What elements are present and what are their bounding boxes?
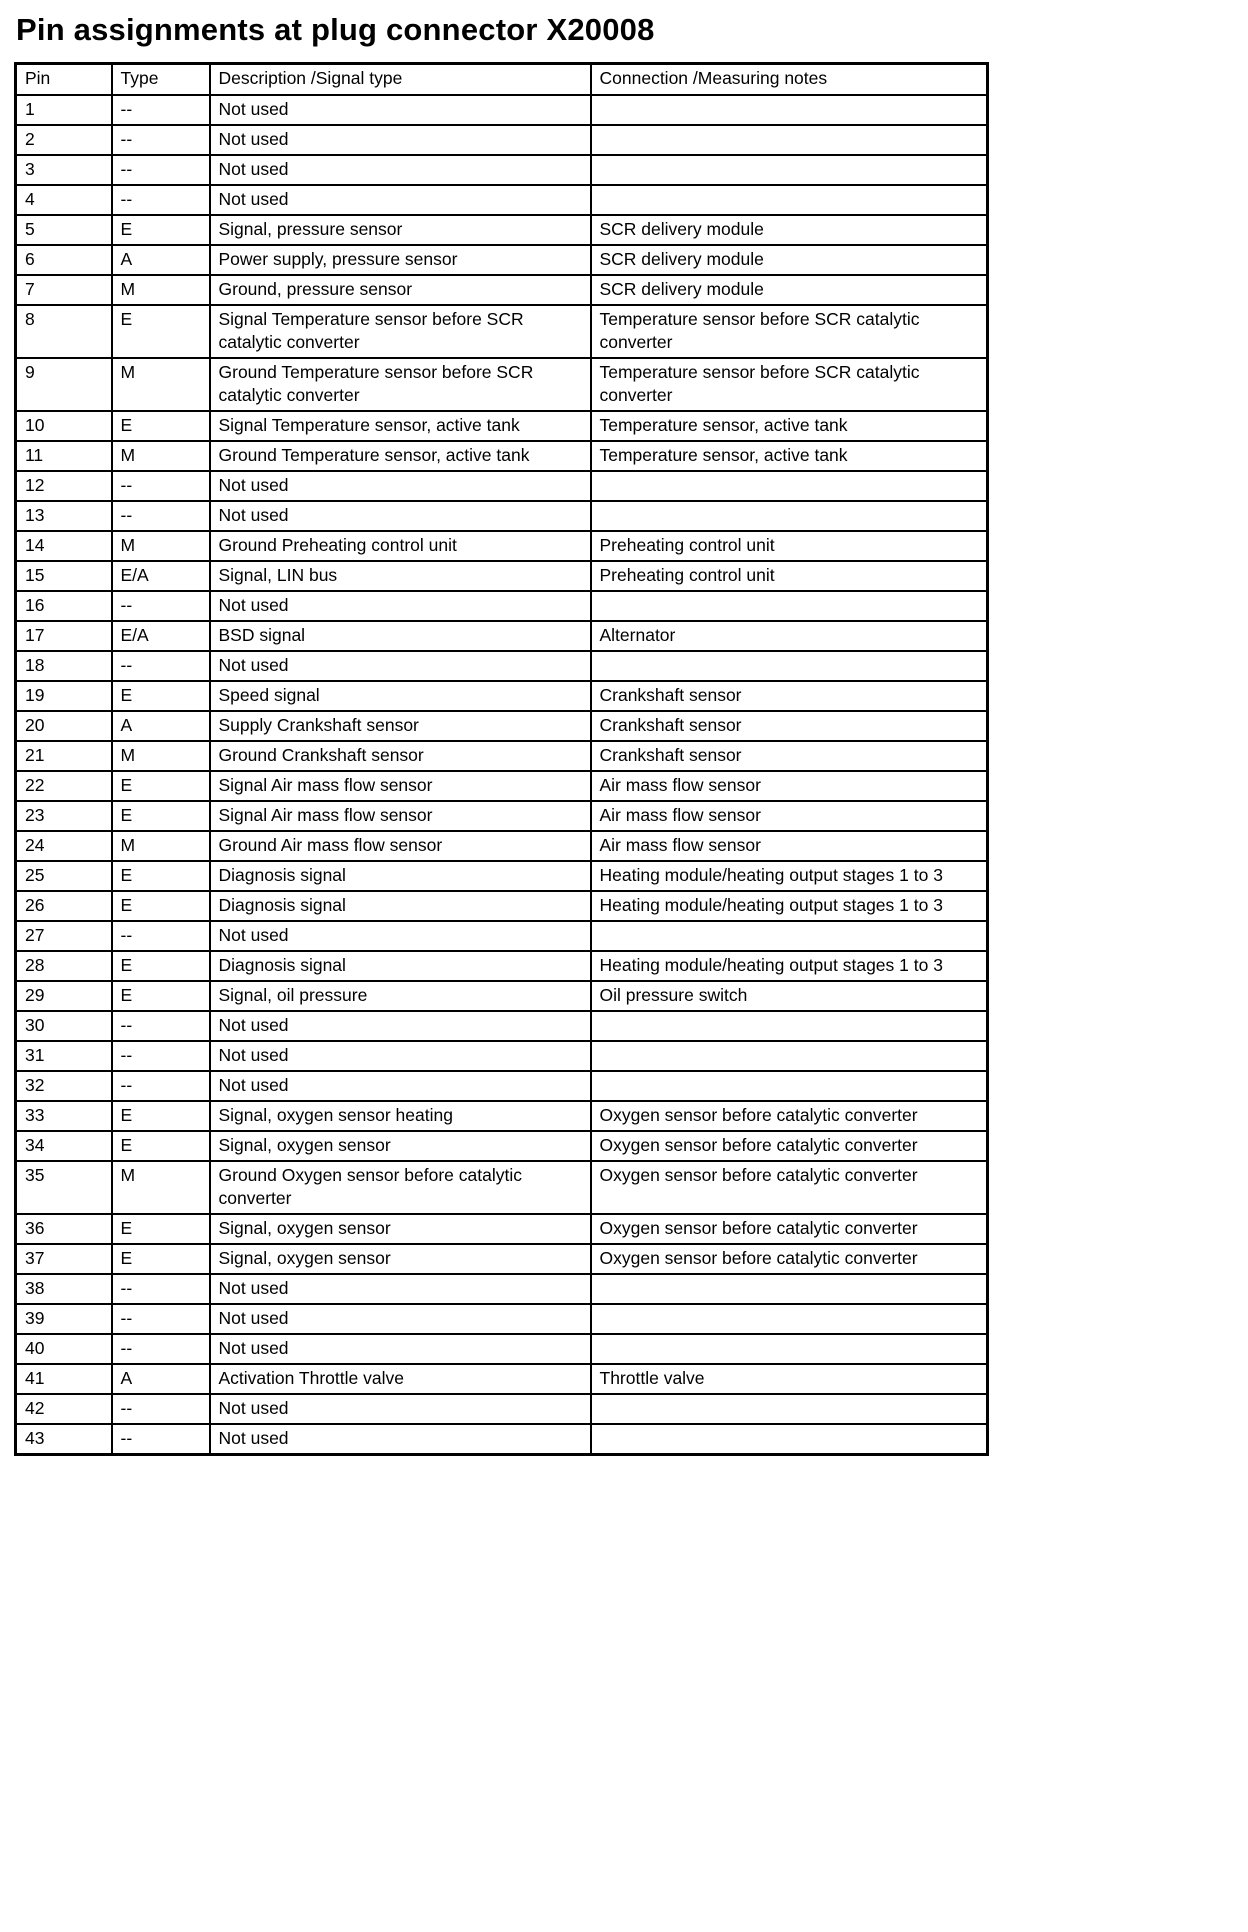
pin-cell: 15 xyxy=(16,561,112,591)
table-row xyxy=(16,1131,988,1161)
connection-cell: Crankshaft sensor xyxy=(591,741,988,771)
type-cell: -- xyxy=(112,1071,210,1101)
connection-cell: Temperature sensor, active tank xyxy=(591,411,988,441)
connection-cell xyxy=(591,1304,988,1334)
table-row xyxy=(16,561,988,591)
pin-assignment-table xyxy=(14,62,989,1456)
connection-cell xyxy=(591,1424,988,1455)
connection-cell: Temperature sensor before SCR catalytic converter xyxy=(591,305,988,358)
description-cell: Not used xyxy=(210,591,591,621)
description-cell: Signal, oxygen sensor xyxy=(210,1244,591,1274)
description-cell: Ground, pressure sensor xyxy=(210,275,591,305)
description-cell: Not used xyxy=(210,95,591,125)
connection-cell: Air mass flow sensor xyxy=(591,831,988,861)
type-cell: -- xyxy=(112,1274,210,1304)
table-row xyxy=(16,1041,988,1071)
type-cell: E/A xyxy=(112,561,210,591)
description-cell: Speed signal xyxy=(210,681,591,711)
connection-cell xyxy=(591,1394,988,1424)
pin-cell: 14 xyxy=(16,531,112,561)
table-row xyxy=(16,711,988,741)
description-cell: Signal, LIN bus xyxy=(210,561,591,591)
pin-cell: 32 xyxy=(16,1071,112,1101)
table-row xyxy=(16,501,988,531)
description-cell: Not used xyxy=(210,1041,591,1071)
type-cell: -- xyxy=(112,1011,210,1041)
description-cell: Ground Temperature sensor before SCR catalytic converter xyxy=(210,358,591,411)
pin-cell: 11 xyxy=(16,441,112,471)
table-row xyxy=(16,981,988,1011)
type-cell: -- xyxy=(112,501,210,531)
description-cell: Not used xyxy=(210,185,591,215)
type-cell: M xyxy=(112,831,210,861)
pin-cell: 25 xyxy=(16,861,112,891)
table-row xyxy=(16,441,988,471)
connection-cell: Preheating control unit xyxy=(591,531,988,561)
pin-cell: 22 xyxy=(16,771,112,801)
pin-cell: 34 xyxy=(16,1131,112,1161)
connection-cell xyxy=(591,185,988,215)
connection-cell: Oil pressure switch xyxy=(591,981,988,1011)
pin-cell: 8 xyxy=(16,305,112,358)
pin-cell: 38 xyxy=(16,1274,112,1304)
description-cell: Ground Crankshaft sensor xyxy=(210,741,591,771)
pin-cell: 28 xyxy=(16,951,112,981)
description-cell: Activation Throttle valve xyxy=(210,1364,591,1394)
pin-cell: 39 xyxy=(16,1304,112,1334)
table-row xyxy=(16,681,988,711)
type-cell: E xyxy=(112,411,210,441)
type-cell: -- xyxy=(112,155,210,185)
type-cell: M xyxy=(112,1161,210,1214)
connection-cell: Air mass flow sensor xyxy=(591,771,988,801)
connection-cell: Alternator xyxy=(591,621,988,651)
connection-cell: Crankshaft sensor xyxy=(591,711,988,741)
connection-cell: Temperature sensor, active tank xyxy=(591,441,988,471)
type-cell: -- xyxy=(112,591,210,621)
pin-cell: 18 xyxy=(16,651,112,681)
description-cell: Ground Preheating control unit xyxy=(210,531,591,561)
connection-cell xyxy=(591,1071,988,1101)
table-row xyxy=(16,185,988,215)
connection-cell: Preheating control unit xyxy=(591,561,988,591)
column-header-type: Type xyxy=(112,64,210,96)
pin-cell: 24 xyxy=(16,831,112,861)
connection-cell xyxy=(591,1041,988,1071)
pin-cell: 36 xyxy=(16,1214,112,1244)
connection-cell: SCR delivery module xyxy=(591,215,988,245)
type-cell: -- xyxy=(112,185,210,215)
pin-cell: 23 xyxy=(16,801,112,831)
pin-cell: 16 xyxy=(16,591,112,621)
table-header xyxy=(16,64,988,96)
description-cell: Not used xyxy=(210,471,591,501)
table-row xyxy=(16,1161,988,1214)
type-cell: E xyxy=(112,891,210,921)
pin-cell: 41 xyxy=(16,1364,112,1394)
connection-cell xyxy=(591,1011,988,1041)
table-row xyxy=(16,95,988,125)
connection-cell xyxy=(591,921,988,951)
type-cell: E xyxy=(112,1101,210,1131)
pin-cell: 4 xyxy=(16,185,112,215)
table-row xyxy=(16,741,988,771)
pin-cell: 21 xyxy=(16,741,112,771)
table-row xyxy=(16,1214,988,1244)
type-cell: E xyxy=(112,1131,210,1161)
description-cell: Not used xyxy=(210,155,591,185)
description-cell: Supply Crankshaft sensor xyxy=(210,711,591,741)
table-row xyxy=(16,1101,988,1131)
description-cell: Signal Air mass flow sensor xyxy=(210,801,591,831)
description-cell: Signal, oxygen sensor xyxy=(210,1214,591,1244)
pin-cell: 30 xyxy=(16,1011,112,1041)
type-cell: M xyxy=(112,741,210,771)
type-cell: E xyxy=(112,1214,210,1244)
description-cell: Signal, oxygen sensor heating xyxy=(210,1101,591,1131)
type-cell: E xyxy=(112,305,210,358)
table-row xyxy=(16,891,988,921)
connection-cell xyxy=(591,471,988,501)
pin-cell: 6 xyxy=(16,245,112,275)
description-cell: Not used xyxy=(210,1304,591,1334)
pin-cell: 26 xyxy=(16,891,112,921)
connection-cell: Heating module/heating output stages 1 to 3 xyxy=(591,891,988,921)
type-cell: -- xyxy=(112,471,210,501)
type-cell: -- xyxy=(112,1424,210,1455)
pin-cell: 12 xyxy=(16,471,112,501)
table-row xyxy=(16,861,988,891)
description-cell: Not used xyxy=(210,651,591,681)
table-row xyxy=(16,801,988,831)
type-cell: M xyxy=(112,531,210,561)
connection-cell: SCR delivery module xyxy=(591,245,988,275)
type-cell: -- xyxy=(112,1041,210,1071)
connection-cell xyxy=(591,155,988,185)
description-cell: Signal, oxygen sensor xyxy=(210,1131,591,1161)
pin-cell: 13 xyxy=(16,501,112,531)
type-cell: M xyxy=(112,275,210,305)
table-row xyxy=(16,1011,988,1041)
pin-cell: 37 xyxy=(16,1244,112,1274)
type-cell: E xyxy=(112,1244,210,1274)
description-cell: Not used xyxy=(210,501,591,531)
description-cell: Not used xyxy=(210,1071,591,1101)
connection-cell: Throttle valve xyxy=(591,1364,988,1394)
connection-cell: Heating module/heating output stages 1 to 3 xyxy=(591,951,988,981)
column-header-description: Description /Signal type xyxy=(210,64,591,96)
connection-cell xyxy=(591,591,988,621)
connection-cell xyxy=(591,95,988,125)
table-row xyxy=(16,531,988,561)
description-cell: Ground Air mass flow sensor xyxy=(210,831,591,861)
type-cell: E xyxy=(112,681,210,711)
connection-cell xyxy=(591,1274,988,1304)
type-cell: -- xyxy=(112,95,210,125)
connection-cell: Oxygen sensor before catalytic converter xyxy=(591,1101,988,1131)
connection-cell: Air mass flow sensor xyxy=(591,801,988,831)
connection-cell: SCR delivery module xyxy=(591,275,988,305)
pin-cell: 7 xyxy=(16,275,112,305)
column-header-connection: Connection /Measuring notes xyxy=(591,64,988,96)
table-header-row xyxy=(16,64,988,96)
pin-cell: 5 xyxy=(16,215,112,245)
pin-cell: 17 xyxy=(16,621,112,651)
description-cell: Not used xyxy=(210,1424,591,1455)
description-cell: Ground Oxygen sensor before catalytic converter xyxy=(210,1161,591,1214)
pin-cell: 42 xyxy=(16,1394,112,1424)
connection-cell xyxy=(591,651,988,681)
description-cell: Signal, pressure sensor xyxy=(210,215,591,245)
column-header-pin: Pin xyxy=(16,64,112,96)
description-cell: Not used xyxy=(210,1011,591,1041)
description-cell: Not used xyxy=(210,1394,591,1424)
connection-cell: Oxygen sensor before catalytic converter xyxy=(591,1161,988,1214)
connection-cell: Crankshaft sensor xyxy=(591,681,988,711)
connection-cell: Oxygen sensor before catalytic converter xyxy=(591,1131,988,1161)
type-cell: M xyxy=(112,441,210,471)
table-row xyxy=(16,1071,988,1101)
description-cell: Signal Temperature sensor before SCR catalytic converter xyxy=(210,305,591,358)
pin-cell: 27 xyxy=(16,921,112,951)
type-cell: M xyxy=(112,358,210,411)
type-cell: E xyxy=(112,801,210,831)
type-cell: -- xyxy=(112,651,210,681)
description-cell: BSD signal xyxy=(210,621,591,651)
table-row xyxy=(16,591,988,621)
type-cell: -- xyxy=(112,125,210,155)
table-row xyxy=(16,771,988,801)
table-row xyxy=(16,245,988,275)
description-cell: Diagnosis signal xyxy=(210,951,591,981)
page-title: Pin assignments at plug connector X20008 xyxy=(16,12,655,47)
table-row xyxy=(16,411,988,441)
description-cell: Not used xyxy=(210,1334,591,1364)
description-cell: Signal Temperature sensor, active tank xyxy=(210,411,591,441)
table-row xyxy=(16,1304,988,1334)
type-cell: -- xyxy=(112,1304,210,1334)
table-row xyxy=(16,215,988,245)
table-row xyxy=(16,1334,988,1364)
pin-cell: 43 xyxy=(16,1424,112,1455)
description-cell: Not used xyxy=(210,1274,591,1304)
description-cell: Diagnosis signal xyxy=(210,891,591,921)
type-cell: A xyxy=(112,1364,210,1394)
description-cell: Not used xyxy=(210,125,591,155)
connection-cell: Oxygen sensor before catalytic converter xyxy=(591,1244,988,1274)
pin-cell: 3 xyxy=(16,155,112,185)
type-cell: A xyxy=(112,711,210,741)
connection-cell xyxy=(591,1334,988,1364)
table-row xyxy=(16,1394,988,1424)
pin-cell: 2 xyxy=(16,125,112,155)
type-cell: E xyxy=(112,861,210,891)
table-row xyxy=(16,651,988,681)
pin-cell: 29 xyxy=(16,981,112,1011)
table-row xyxy=(16,305,988,358)
table-row xyxy=(16,1244,988,1274)
pin-cell: 1 xyxy=(16,95,112,125)
type-cell: A xyxy=(112,245,210,275)
table-row xyxy=(16,1424,988,1455)
description-cell: Diagnosis signal xyxy=(210,861,591,891)
description-cell: Signal, oil pressure xyxy=(210,981,591,1011)
pin-cell: 33 xyxy=(16,1101,112,1131)
connection-cell xyxy=(591,125,988,155)
table-row xyxy=(16,125,988,155)
table-row xyxy=(16,275,988,305)
connection-cell: Oxygen sensor before catalytic converter xyxy=(591,1214,988,1244)
type-cell: E xyxy=(112,981,210,1011)
type-cell: E xyxy=(112,215,210,245)
table-row xyxy=(16,1274,988,1304)
connection-cell: Temperature sensor before SCR catalytic converter xyxy=(591,358,988,411)
table-row xyxy=(16,621,988,651)
pin-cell: 35 xyxy=(16,1161,112,1214)
pin-table-body xyxy=(16,95,988,1455)
type-cell: E/A xyxy=(112,621,210,651)
table-row xyxy=(16,921,988,951)
type-cell: E xyxy=(112,951,210,981)
description-cell: Ground Temperature sensor, active tank xyxy=(210,441,591,471)
table-row xyxy=(16,358,988,411)
table-row xyxy=(16,831,988,861)
pin-cell: 19 xyxy=(16,681,112,711)
pin-cell: 31 xyxy=(16,1041,112,1071)
table-row xyxy=(16,155,988,185)
table-row xyxy=(16,1364,988,1394)
pin-cell: 20 xyxy=(16,711,112,741)
description-cell: Not used xyxy=(210,921,591,951)
connection-cell: Heating module/heating output stages 1 to 3 xyxy=(591,861,988,891)
description-cell: Signal Air mass flow sensor xyxy=(210,771,591,801)
description-cell: Power supply, pressure sensor xyxy=(210,245,591,275)
pin-cell: 40 xyxy=(16,1334,112,1364)
table-row xyxy=(16,471,988,501)
type-cell: -- xyxy=(112,921,210,951)
type-cell: E xyxy=(112,771,210,801)
connection-cell xyxy=(591,501,988,531)
pin-cell: 9 xyxy=(16,358,112,411)
type-cell: -- xyxy=(112,1394,210,1424)
table-row xyxy=(16,951,988,981)
pin-cell: 10 xyxy=(16,411,112,441)
type-cell: -- xyxy=(112,1334,210,1364)
